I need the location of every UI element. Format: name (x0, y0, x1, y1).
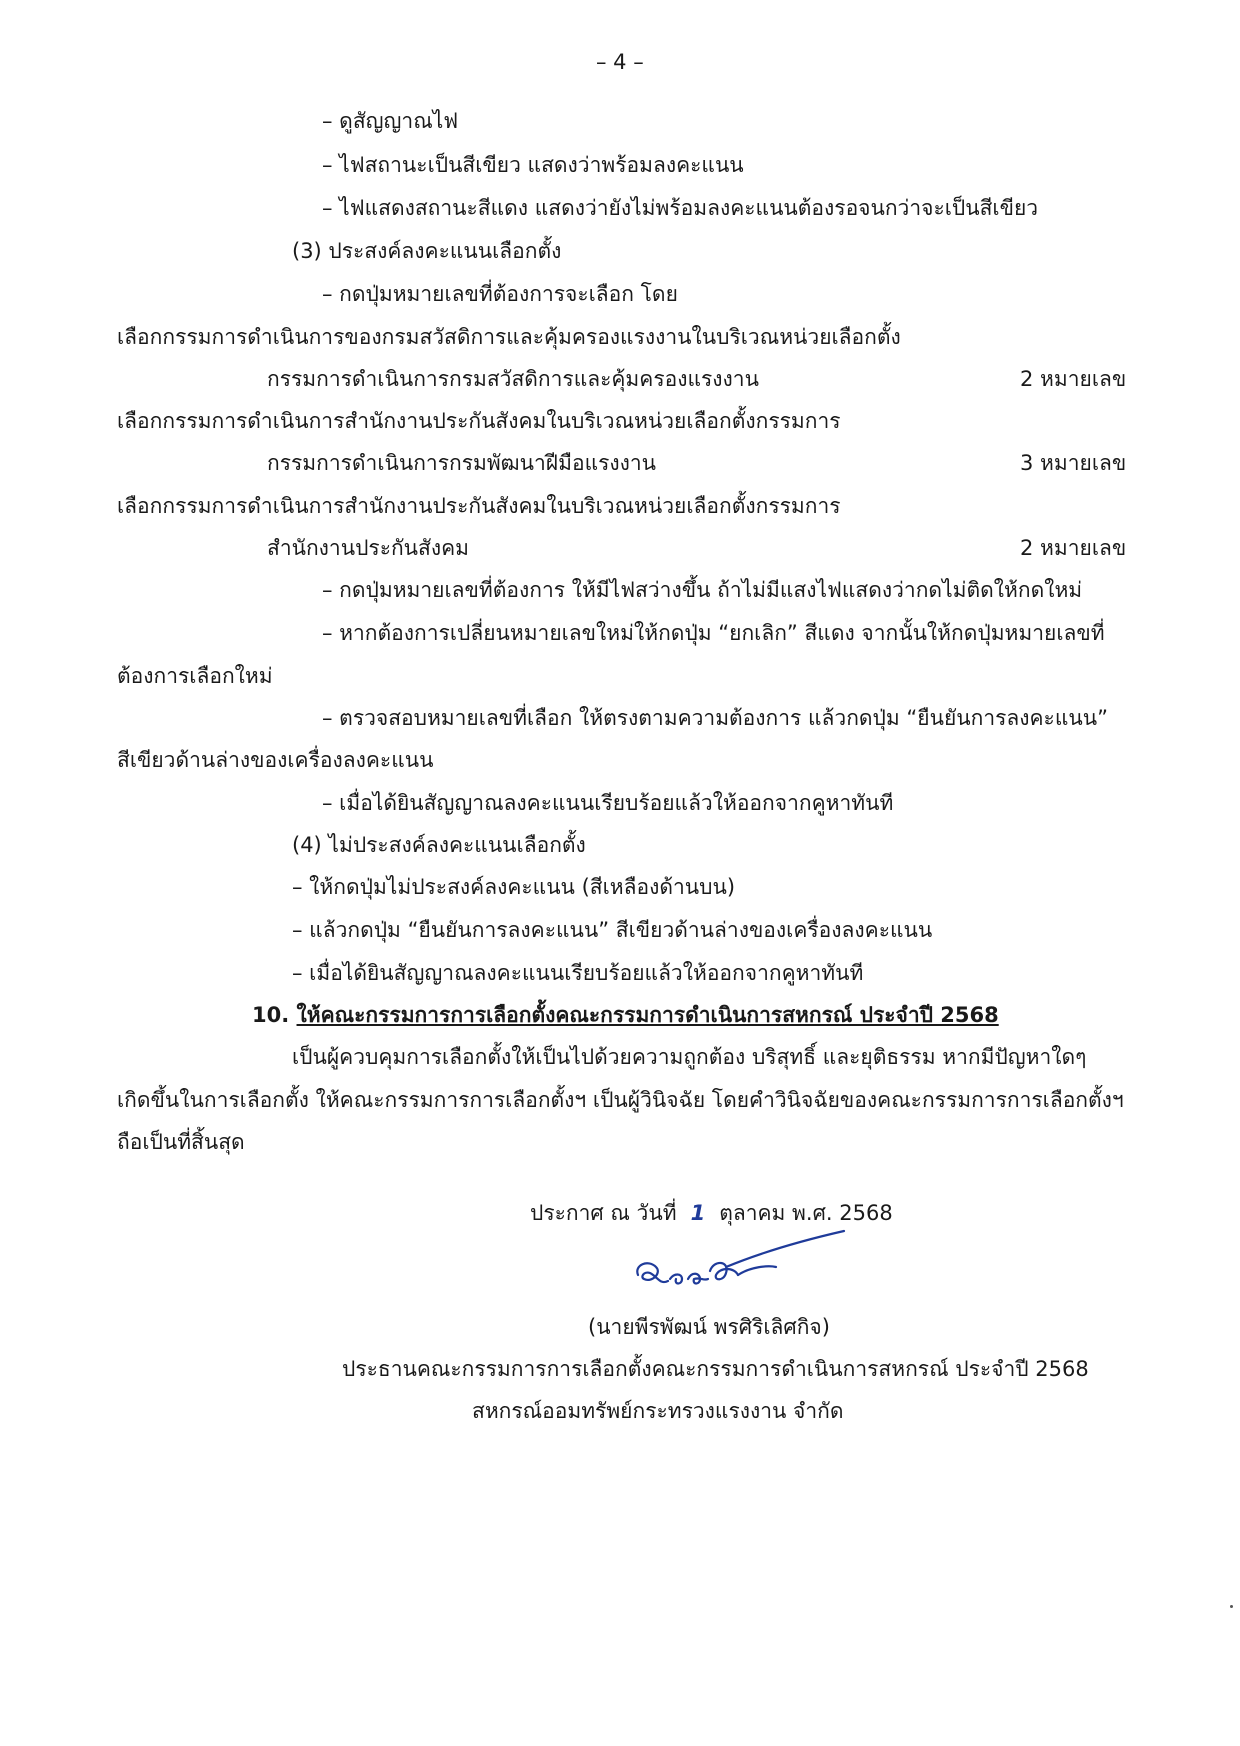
scan-speck (1230, 1605, 1233, 1608)
bullet-green-light: – ไฟสถานะเป็นสีเขียว แสดงว่าพร้อมลงคะแนน (322, 153, 744, 177)
bullet-abstain-button: – ให้กดปุ่มไม่ประสงค์ลงคะแนน (สีเหลืองด้านบน) (292, 875, 736, 899)
bullet-leave-booth: – เมื่อได้ยินสัญญาณลงคะแนนเรียบร้อยแล้วให้ออกจากคูหาทันที (322, 791, 894, 815)
section-10-heading (252, 1000, 999, 1030)
paragraph-line: เลือกกรรมการดำเนินการของกรมสวัสดิการและคุ้มครองแรงงานในบริเวณหน่วยเลือกตั้ง (117, 325, 901, 349)
item-4-heading: (4) ไม่ประสงค์ลงคะแนนเลือกตั้ง (292, 833, 586, 857)
candidate-row-count: 3 หมายเลข (1020, 451, 1127, 475)
date-suffix: ตุลาคม พ.ศ. 2568 (719, 1201, 893, 1225)
signature (630, 1223, 850, 1313)
candidate-row-count: 2 หมายเลข (1020, 367, 1127, 391)
candidate-row-count: 2 หมายเลข (1020, 536, 1127, 560)
bullet-watch-signal: – ดูสัญญาณไฟ (322, 109, 459, 133)
bullet-red-light: – ไฟแสดงสถานะสีแดง แสดงว่ายังไม่พร้อมลงคะแนนต้องรอจนกว่าจะเป็นสีเขียว (322, 196, 1039, 220)
signer-organization: สหกรณ์ออมทรัพย์กระทรวงแรงงาน จำกัด (472, 1399, 844, 1423)
section-number: 10. (252, 1003, 290, 1027)
section-10-paragraph: เกิดขึ้นในการเลือกตั้ง ให้คณะกรรมการการเลือกตั้งฯ เป็นผู้วินิจฉัย โดยคำวินิจฉัยของคณะกรรมการการเลือกตั้งฯ (117, 1088, 1124, 1112)
signer-name: (นายพีรพัฒน์ พรศิริเลิศกิจ) (588, 1315, 830, 1339)
candidate-row-label: กรรมการดำเนินการกรมสวัสดิการและคุ้มครองแรงงาน (267, 367, 759, 391)
bullet-verify-confirm: – ตรวจสอบหมายเลขที่เลือก ให้ตรงตามความต้องการ แล้วกดปุ่ม “ยืนยันการลงคะแนน” (322, 706, 1108, 730)
section-10-paragraph: ถือเป็นที่สิ้นสุด (117, 1130, 245, 1154)
section-10-paragraph: เป็นผู้ควบคุมการเลือกตั้งให้เป็นไปด้วยความถูกต้อง บริสุทธิ์ และยุติธรรม หากมีปัญหาใดๆ (292, 1045, 1087, 1069)
paragraph-line: สีเขียวด้านล่างของเครื่องลงคะแนน (117, 748, 434, 772)
date-day: 1 (690, 1201, 706, 1225)
paragraph-line: ต้องการเลือกใหม่ (117, 664, 273, 688)
candidate-row-label: สำนักงานประกันสังคม (267, 536, 470, 560)
paragraph-line: เลือกกรรมการดำเนินการสำนักงานประกันสังคมในบริเวณหน่วยเลือกตั้งกรรมการ (117, 494, 841, 518)
bullet-light-confirm: – กดปุ่มหมายเลขที่ต้องการ ให้มีไฟสว่างขึ้น ถ้าไม่มีแสงไฟแสดงว่ากดไม่ติดให้กดใหม่ (322, 578, 1083, 602)
section-title: ให้คณะกรรมการการเลือกตั้งคณะกรรมการดำเนินการสหกรณ์ ประจำปี 2568 (296, 1003, 999, 1027)
page-number: – 4 – (596, 50, 644, 74)
bullet-change-number: – หากต้องการเปลี่ยนหมายเลขใหม่ให้กดปุ่ม “ยกเลิก” สีแดง จากนั้นให้กดปุ่มหมายเลขที่ (322, 621, 1105, 645)
paragraph-line: เลือกกรรมการดำเนินการสำนักงานประกันสังคมในบริเวณหน่วยเลือกตั้งกรรมการ (117, 409, 841, 433)
bullet-confirm-button: – แล้วกดปุ่ม “ยืนยันการลงคะแนน” สีเขียวด้านล่างของเครื่องลงคะแนน (292, 918, 933, 942)
bullet-leave-booth: – เมื่อได้ยินสัญญาณลงคะแนนเรียบร้อยแล้วให้ออกจากคูหาทันที (292, 961, 864, 985)
bullet-press-number: – กดปุ่มหมายเลขที่ต้องการจะเลือก โดย (322, 282, 678, 306)
item-3-heading: (3) ประสงค์ลงคะแนนเลือกตั้ง (292, 239, 562, 263)
date-prefix: ประกาศ ณ วันที่ (530, 1201, 677, 1225)
signer-position: ประธานคณะกรรมการการเลือกตั้งคณะกรรมการดำเนินการสหกรณ์ ประจำปี 2568 (342, 1357, 1089, 1381)
candidate-row-label: กรรมการดำเนินการกรมพัฒนาฝีมือแรงงาน (267, 451, 657, 475)
